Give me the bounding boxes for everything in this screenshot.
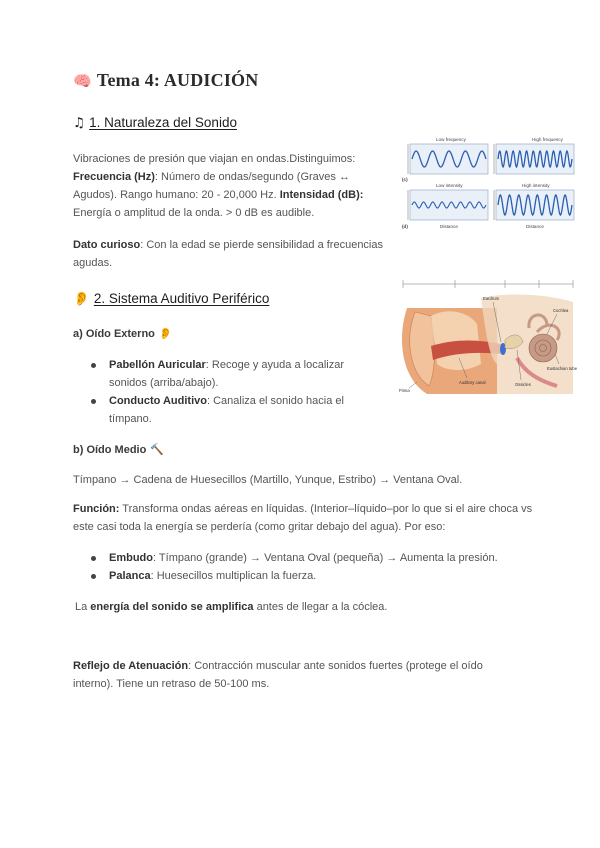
- section-2-heading: 👂 2. Sistema Auditivo Periférico: [73, 291, 270, 307]
- label-panel-d: (d): [402, 224, 408, 229]
- music-note-icon: ♫: [73, 115, 86, 131]
- brain-icon: 🧠: [73, 72, 92, 90]
- outer-ear-subheading: a) Oído Externo 👂: [73, 327, 173, 340]
- label-cochlea: Cochlea: [553, 308, 569, 313]
- ossicle-chain-paragraph: Tímpano → Cadena de Huesecillos (Martillo, Yunque, Estribo) → Ventana Oval.: [73, 474, 463, 486]
- label-distance-right: Distance: [526, 224, 544, 229]
- function-paragraph: Función: Transforma ondas aéreas en líquidas. (Interior–líquido–por lo que si el aire choca vs este casi toda la energía se perdería (como gritar debajo del agua). Por eso:: [73, 503, 533, 533]
- list-item: Conducto Auditivo: Canaliza el sonido hacia el tímpano.: [73, 392, 373, 428]
- label-low-intensity: Low intensity: [436, 183, 463, 188]
- label-eardrum: Eardrum: [483, 296, 500, 301]
- sound-waves-figure: [396, 134, 578, 232]
- sound-nature-paragraph: Vibraciones de presión que viajan en ondas.Distinguimos: Frecuencia (Hz): Número de ondas/segundo (Graves ↔ Agudos). Rango humano: 20 - 20,000 Hz. Intensidad (dB): Energía o amplitud de la onda. > 0 dB es audible.: [73, 153, 364, 219]
- middle-ear-subheading: b) Oído Medio 🔨: [73, 443, 165, 456]
- reflex-paragraph: Reflejo de Atenuación: Contracción muscular ante sonidos fuertes (protege el oído interno). Tiene un retraso de 50-100 ms.: [73, 660, 483, 690]
- list-item: Pabellón Auricular: Recoge y ayuda a localizar sonidos (arriba/abajo).: [73, 356, 373, 392]
- ear-icon: 👂: [73, 291, 90, 307]
- section-1-heading: ♫ 1. Naturaleza del Sonido: [73, 115, 237, 131]
- cochlea-shape: [529, 334, 557, 362]
- label-distance-left: Distance: [440, 224, 458, 229]
- label-eustachian-tube: Eustachian tube: [547, 366, 578, 371]
- label-pinna: Pinna: [399, 388, 410, 393]
- ear-anatomy-figure: [397, 268, 579, 398]
- fun-fact-paragraph: Dato curioso: Con la edad se pierde sensibilidad a frecuencias agudas.: [73, 239, 383, 269]
- label-high-intensity: High intensity: [522, 183, 550, 188]
- amplification-paragraph: La energía del sonido se amplifica antes de llegar a la cóclea.: [75, 601, 388, 613]
- label-auditory-canal: Auditory canal: [459, 380, 486, 385]
- list-item: Palanca: Huesecillos multiplican la fuerza.: [73, 567, 533, 585]
- list-item: Embudo: Tímpano (grande) → Ventana Oval (pequeña) → Aumenta la presión.: [73, 549, 533, 567]
- wave-panel-low-frequency: [410, 144, 488, 174]
- middle-ear-list: [73, 549, 533, 585]
- label-high-frequency: High frequency: [532, 137, 563, 142]
- label-low-frequency: Low frequency: [436, 137, 466, 142]
- label-panel-c: (c): [402, 177, 408, 182]
- ear-icon: 👂: [158, 327, 173, 340]
- hammer-icon: 🔨: [150, 443, 165, 456]
- label-ossicles: Ossicles: [515, 382, 531, 387]
- outer-ear-list: [73, 356, 373, 428]
- page-title: 🧠 Tema 4: AUDICIÓN: [73, 70, 259, 90]
